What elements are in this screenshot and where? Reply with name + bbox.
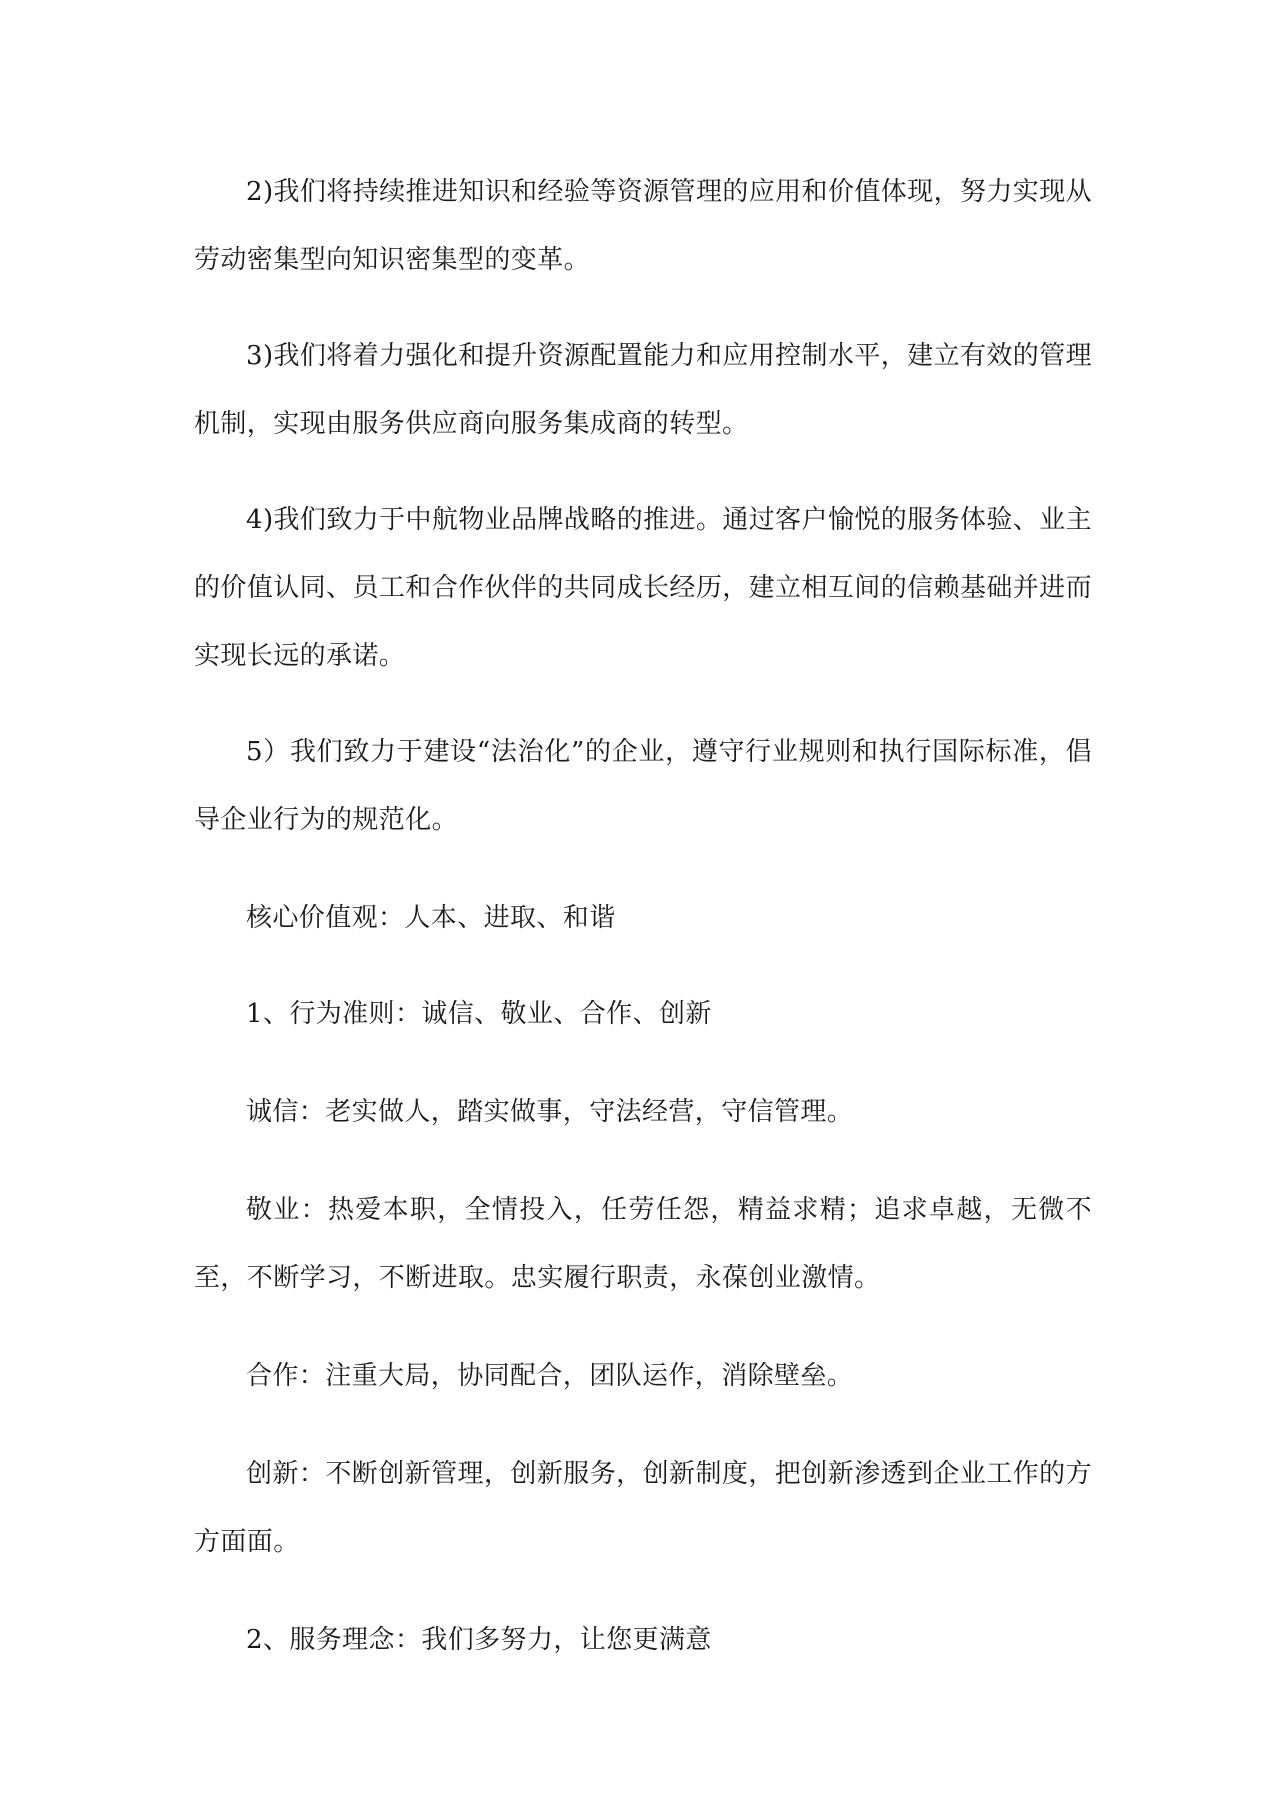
paragraph-service-philosophy: 2、服务理念：我们多努力，让您更满意 xyxy=(246,1625,712,1655)
paragraph-code-of-conduct: 1、行为准则：诚信、敬业、合作、创新 xyxy=(246,999,712,1029)
paragraph-core-values: 核心价值观：人本、进取、和谐 xyxy=(246,903,616,933)
paragraph-innovation: 创新：不断创新管理，创新服务，创新制度，把创新渗透到企业工作的方方面面。 xyxy=(194,1459,1092,1557)
paragraph-rule-of-law: 5）我们致力于建设“法治化”的企业，遵守行业规则和执行国际标准，倡导企业行为的规范化。 xyxy=(194,737,1092,835)
paragraph-dedication: 敬业：热爱本职，全情投入，任劳任怨，精益求精；追求卓越，无微不至，不断学习，不断进取。忠实履行职责，永葆创业激情。 xyxy=(194,1195,1092,1293)
paragraph-knowledge-management: 2)我们将持续推进知识和经验等资源管理的应用和价值体现，努力实现从劳动密集型向知识密集型的变革。 xyxy=(194,177,1092,275)
paragraph-resource-allocation: 3)我们将着力强化和提升资源配置能力和应用控制水平，建立有效的管理机制，实现由服务供应商向服务集成商的转型。 xyxy=(194,341,1092,439)
paragraph-integrity: 诚信：老实做人，踏实做事，守法经营，守信管理。 xyxy=(246,1097,854,1127)
paragraph-brand-strategy: 4)我们致力于中航物业品牌战略的推进。通过客户愉悦的服务体验、业主的价值认同、员工和合作伙伴的共同成长经历，建立相互间的信赖基础并进而实现长远的承诺。 xyxy=(194,505,1092,671)
paragraph-cooperation: 合作：注重大局，协同配合，团队运作，消除壁垒。 xyxy=(246,1361,854,1391)
